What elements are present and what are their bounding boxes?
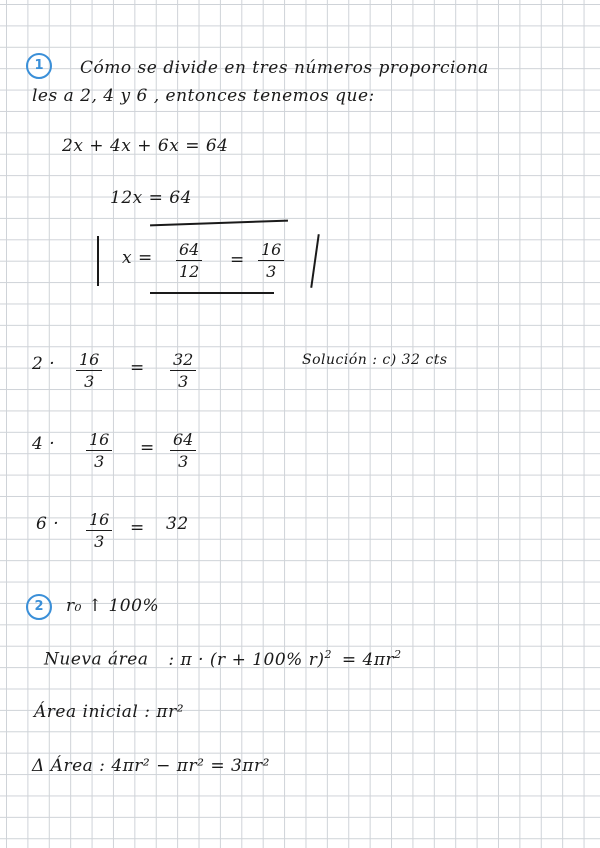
radius-increase: r₀ ↑ 100% [66, 596, 160, 616]
fraction-16-over-3 [86, 510, 112, 551]
problem-intro-line-1: Cómo se divide en tres números proporciona [80, 58, 489, 78]
fraction-64-over-3 [170, 430, 196, 471]
fraction-numerator: 64 [176, 240, 202, 261]
result-32: 32 [166, 514, 189, 534]
x-label: x = [122, 248, 153, 268]
fraction-64-over-12 [176, 240, 202, 281]
fraction-denominator: 3 [84, 372, 95, 391]
fraction-16-over-3 [258, 240, 284, 281]
fraction-numerator: 64 [170, 430, 196, 451]
new-area-expression: : π · (r + 100% r) [168, 649, 325, 670]
new-area-result: = 4πr [341, 649, 395, 670]
fraction-denominator: 3 [178, 452, 189, 471]
equals-sign: = [140, 438, 155, 458]
fraction-numerator: 16 [76, 350, 102, 371]
initial-area-line: Área inicial : πr² [34, 702, 185, 722]
delta-area-line: Δ Área : 4πr² − πr² = 3πr² [32, 756, 270, 776]
factor-2: 2 · [32, 354, 56, 374]
fraction-denominator: 3 [94, 452, 105, 471]
box-left-bar [97, 236, 99, 286]
box-top-line [150, 220, 288, 226]
fraction-numerator: 16 [86, 510, 112, 531]
problem-number-badge: 2 [26, 594, 52, 620]
problem-intro-line-2: les a 2, 4 y 6 , entonces tenemos que: [32, 86, 375, 106]
factor-4: 4 · [32, 434, 56, 454]
box-right-bar [310, 234, 319, 288]
fraction-denominator: 3 [266, 262, 277, 281]
new-area-result-exponent: 2 [394, 648, 402, 661]
fraction-denominator: 3 [94, 532, 105, 551]
fraction-denominator: 12 [179, 262, 200, 281]
fraction-numerator: 32 [170, 350, 196, 371]
equals-sign: = [230, 250, 245, 270]
equals-sign: = [130, 358, 145, 378]
problem-number-badge: 1 [26, 53, 52, 79]
new-area-exponent: 2 [324, 648, 332, 661]
equation-sum: 2x + 4x + 6x = 64 [62, 136, 229, 156]
fraction-16-over-3 [86, 430, 112, 471]
equals-sign: = [130, 518, 145, 538]
solution-answer: Solución : c) 32 cts [302, 352, 448, 368]
new-area-label: Nueva área [44, 649, 149, 670]
new-area-line [44, 648, 402, 670]
fraction-denominator: 3 [178, 372, 189, 391]
box-bottom-line [150, 292, 274, 294]
fraction-numerator: 16 [258, 240, 284, 261]
fraction-numerator: 16 [86, 430, 112, 451]
fraction-16-over-3 [76, 350, 102, 391]
equation-12x: 12x = 64 [110, 188, 192, 208]
factor-6: 6 · [36, 514, 60, 534]
fraction-32-over-3 [170, 350, 196, 391]
